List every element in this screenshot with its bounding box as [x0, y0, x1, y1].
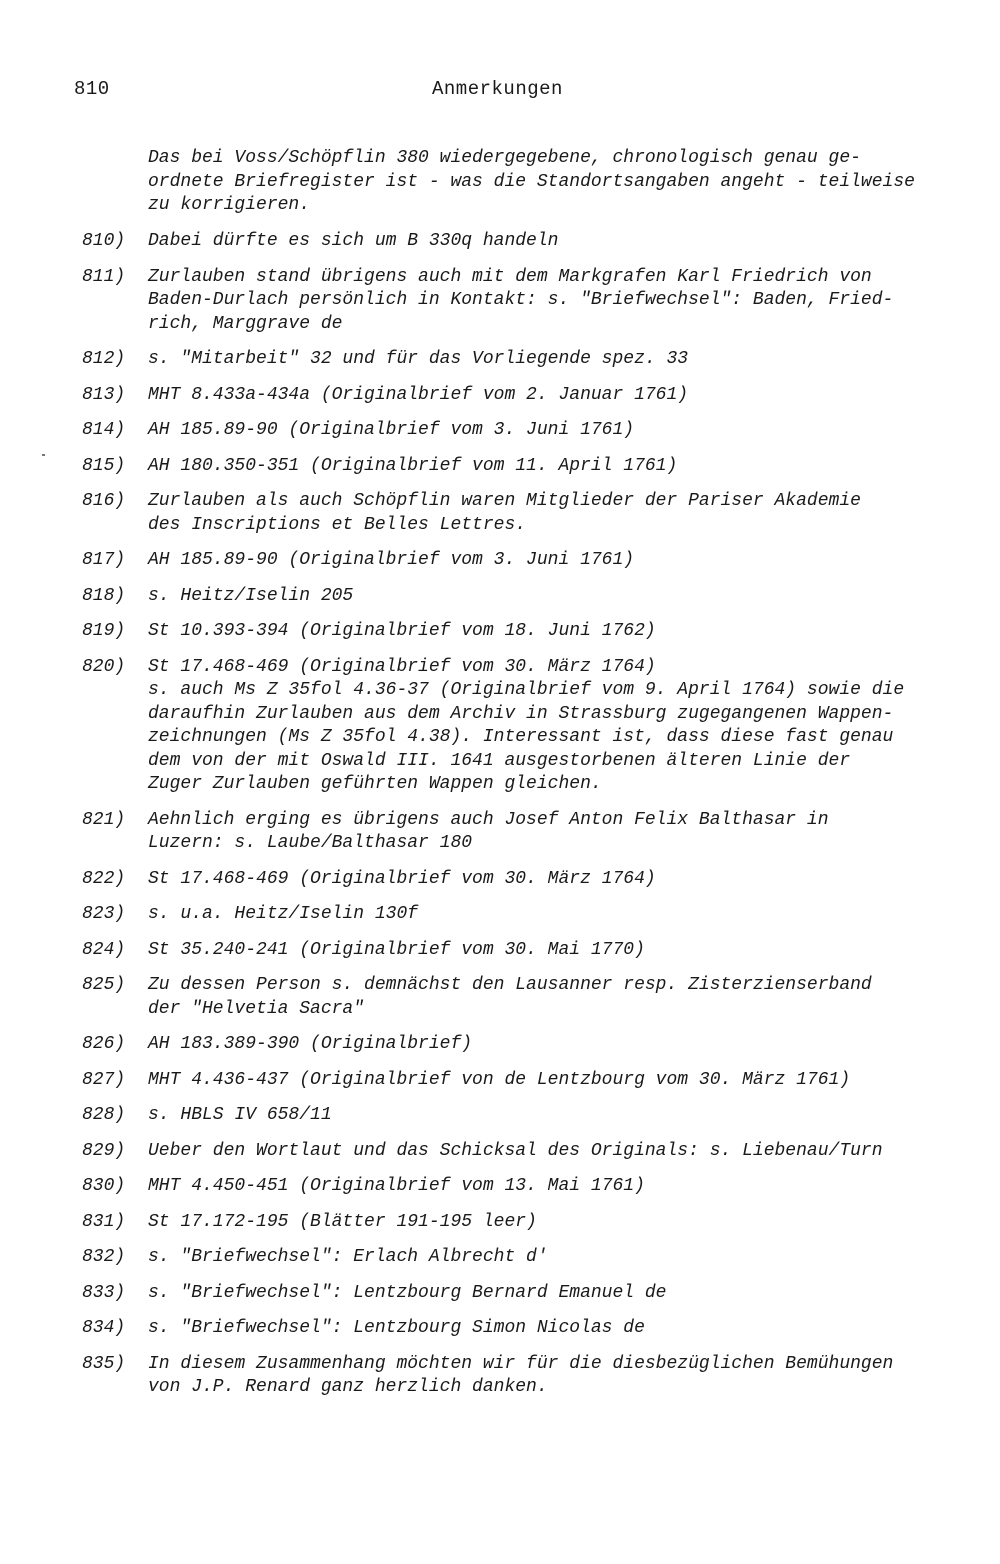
note-item [82, 868, 952, 892]
note-item [82, 974, 952, 1021]
note-item [82, 384, 952, 408]
note-text: Dabei dürfte es sich um B 330q handeln [148, 231, 559, 251]
note-text: Zurlauben als auch Schöpflin waren Mitglieder der Pariser Akademie des Inscriptions et Belles Lettres. [148, 491, 861, 535]
note-number: 810) [82, 231, 126, 251]
margin-mark [42, 454, 45, 456]
note-text: s. u.a. Heitz/Iselin 130f [148, 904, 419, 924]
note-text: s. "Briefwechsel": Erlach Albrecht d' [148, 1247, 548, 1267]
note-text: s. "Briefwechsel": Lentzbourg Bernard Emanuel de [148, 1282, 667, 1303]
note-item [82, 1246, 952, 1270]
note-text: Ueber den Wortlaut und das Schicksal des Originals: s. Liebenau/Turn [148, 1140, 883, 1161]
note-text: AH 180.350-351 (Originalbrief vom 11. April 1761) [148, 455, 678, 476]
note-number: 831) [82, 1211, 126, 1232]
note-text: Aehnlich erging es übrigens auch Josef Anton Felix Balthasar in Luzern: s. Laube/Balthasar 180 [148, 809, 829, 853]
note-number: 817) [82, 550, 126, 570]
note-text: MHT 8.433a-434a (Originalbrief vom 2. Januar 1761) [148, 384, 689, 405]
note-number: 830) [82, 1176, 126, 1196]
note-number: 829) [82, 1140, 126, 1161]
note-text: MHT 4.436-437 (Originalbrief von de Lentzbourg vom 30. März 1761) [148, 1069, 851, 1090]
note-item [82, 490, 952, 537]
note-number: 823) [82, 904, 126, 924]
note-number: 826) [82, 1034, 126, 1054]
note-text: s. Heitz/Iselin 205 [148, 585, 354, 606]
note-text: s. "Briefwechsel": Lentzbourg Simon Nicolas de [148, 1318, 645, 1338]
note-item [82, 903, 952, 927]
note-item [82, 620, 952, 644]
note-number: 815) [82, 455, 126, 476]
note-item [82, 1317, 952, 1341]
note-text: St 17.172-195 (Blätter 191-195 leer) [148, 1211, 537, 1232]
note-text: St 35.240-241 (Originalbrief vom 30. Mai 1770) [148, 939, 645, 960]
note-item [82, 455, 952, 479]
note-text: St 17.468-469 (Originalbrief vom 30. März 1764) s. auch Ms Z 35fol 4.36-37 (Originalbrief vom 9. April 1764) sowie die daraufhin Zurlauben aus dem Archiv in Strassburg zugegangenen Wappen- zeichnungen (Ms Z 35fol 4.38). Interessant ist, dass diese fast genau dem von der mit Oswald III. 1641 ausgestorbenen älteren Linie der Zuger Zurlauben geführten Wappen gleichen. [148, 656, 905, 794]
note-item [82, 585, 952, 609]
note-item [82, 549, 952, 573]
note-item [82, 348, 952, 372]
note-number: 819) [82, 621, 126, 641]
note-item [82, 266, 952, 337]
note-text: Zurlauben stand übrigens auch mit dem Markgrafen Karl Friedrich von Baden-Durlach persönlich in Kontakt: s. "Briefwechsel": Baden, Fried- rich, Marggrave de [148, 266, 894, 334]
note-text: St 10.393-394 (Originalbrief vom 18. Juni 1762) [148, 621, 656, 641]
note-number: 824) [82, 939, 126, 960]
note-text: St 17.468-469 (Originalbrief vom 30. März 1764) [148, 868, 656, 889]
note-number: 813) [82, 384, 126, 405]
note-number: 825) [82, 975, 126, 995]
running-head: Anmerkungen [432, 78, 563, 100]
note-text: MHT 4.450-451 (Originalbrief vom 13. Mai 1761) [148, 1176, 645, 1196]
note-text: Zu dessen Person s. demnächst den Lausanner resp. Zisterzienserband der "Helvetia Sacra" [148, 975, 872, 1019]
note-number: 827) [82, 1069, 126, 1090]
note-text: AH 185.89-90 (Originalbrief vom 3. Juni 1761) [148, 550, 635, 570]
note-item [82, 809, 952, 856]
note-text: AH 183.389-390 (Originalbrief) [148, 1034, 473, 1054]
note-text: AH 185.89-90 (Originalbrief vom 3. Juni 1761) [148, 420, 635, 440]
note-item [82, 656, 952, 797]
note-text: In diesem Zusammenhang möchten wir für die diesbezüglichen Bemühungen von J.P. Renard ganz herzlich danken. [148, 1353, 894, 1397]
note-number: 834) [82, 1318, 126, 1338]
note-number: 835) [82, 1353, 126, 1374]
notes-list [82, 230, 952, 1412]
note-number: 821) [82, 809, 126, 830]
note-item [82, 1033, 952, 1057]
note-number: 818) [82, 585, 126, 606]
note-item [82, 1282, 952, 1306]
note-number: 820) [82, 656, 126, 677]
note-text: s. HBLS IV 658/11 [148, 1105, 332, 1125]
note-item [82, 230, 952, 254]
note-number: 822) [82, 868, 126, 889]
note-number: 812) [82, 349, 126, 369]
note-item [82, 1353, 952, 1400]
intro-paragraph: Das bei Voss/Schöpflin 380 wiedergegebene, chronologisch genau ge- ordnete Briefregister ist - was die Standortsangaben angeht - teilweise zu korrigieren. [148, 148, 915, 215]
note-number: 814) [82, 420, 126, 440]
note-number: 832) [82, 1247, 126, 1267]
note-item [82, 1104, 952, 1128]
note-number: 828) [82, 1105, 126, 1125]
page-number: 810 [74, 78, 110, 100]
note-number: 816) [82, 491, 126, 511]
note-item [82, 939, 952, 963]
note-number: 811) [82, 266, 126, 287]
note-item [82, 1211, 952, 1235]
note-item [82, 1175, 952, 1199]
note-text: s. "Mitarbeit" 32 und für das Vorliegende spez. 33 [148, 349, 689, 369]
note-item [82, 419, 952, 443]
note-item [82, 1140, 952, 1164]
note-item [82, 1069, 952, 1093]
note-number: 833) [82, 1282, 126, 1303]
